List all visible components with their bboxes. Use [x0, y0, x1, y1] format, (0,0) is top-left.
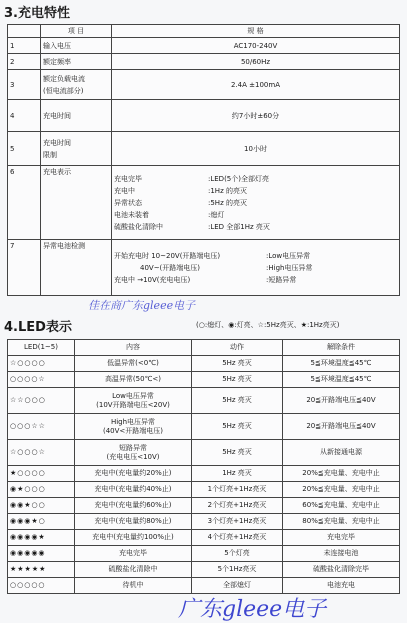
table-row	[8, 100, 400, 132]
section3-title: 3.充电特性	[4, 6, 70, 21]
indicator-key: 充电中	[114, 186, 135, 195]
led-condition: 80%≦充电量、充电中止	[283, 514, 400, 530]
table-row	[8, 166, 400, 240]
col-item: 项 目	[41, 25, 112, 38]
table-row	[8, 530, 400, 546]
led-condition: 5≦环境温度≦45℃	[283, 356, 400, 372]
indicator-value: :LED(5个)全部灯亮	[208, 174, 269, 183]
led-content: 高温异常(50℃<)	[75, 372, 192, 388]
row-item	[41, 70, 112, 100]
led-legend: (○:熄灯、◉:灯亮、☆:5Hz亮灭、★:1Hz亮灭)	[196, 321, 340, 329]
led-condition: 5≦环境温度≦45℃	[283, 372, 400, 388]
row-num: 5	[8, 132, 41, 166]
section4-title: 4.LED表示	[4, 320, 72, 335]
row-spec: AC170-240V	[112, 38, 400, 54]
table-row	[8, 132, 400, 166]
led-condition: 20≦开路端电压≦40V	[283, 388, 400, 414]
table-row	[8, 388, 400, 414]
led-content-line2: (10V开路端电压<20V)	[96, 400, 170, 409]
row-spec	[112, 166, 400, 240]
led-action: 1个灯亮+1Hz亮灭	[192, 482, 283, 498]
row-spec	[112, 240, 400, 296]
led-condition: 电池充电	[283, 578, 400, 594]
led-pattern: ★★★★★	[8, 562, 75, 578]
indicator-key: 电池未装着	[114, 210, 149, 219]
led-pattern: ★○○○○	[8, 466, 75, 482]
led-content: 硫酸盐化清除中	[75, 562, 192, 578]
table-row	[8, 498, 400, 514]
led-action: 全部熄灯	[192, 578, 283, 594]
led-content: 充电中(充电量约20%止)	[75, 466, 192, 482]
col-num	[8, 25, 41, 38]
led-content: 充电中(充电量约100%止)	[75, 530, 192, 546]
row-item-line2: (恒电流部分)	[43, 86, 84, 95]
led-action: 5个1Hz亮灭	[192, 562, 283, 578]
table-row	[8, 562, 400, 578]
led-action: 5Hz 亮灭	[192, 440, 283, 466]
table-row	[8, 414, 400, 440]
indicator-key: 充电完毕	[114, 174, 142, 183]
row-item: 充电表示	[41, 166, 112, 240]
table-row	[8, 356, 400, 372]
detection-value: :High电压异常	[266, 263, 313, 272]
row-spec: 约7小时±60分	[112, 100, 400, 132]
led-content: 充电中(充电量约40%止)	[75, 482, 192, 498]
led-pattern: ◉◉◉◉★	[8, 530, 75, 546]
table-row	[8, 38, 400, 54]
led-action: 1Hz 亮灭	[192, 466, 283, 482]
table-row	[8, 514, 400, 530]
detection-value: :短路异常	[266, 275, 297, 284]
led-condition: 未连接电池	[283, 546, 400, 562]
table-header	[8, 340, 400, 356]
row-item: 额定频率	[41, 54, 112, 70]
led-condition: 20%≦充电量、充电中止	[283, 466, 400, 482]
col-led: LED(1~5)	[8, 340, 75, 356]
led-pattern: ◉◉★○○	[8, 498, 75, 514]
indicator-value: :LED 全部1Hz 亮灭	[208, 222, 270, 231]
led-pattern: ☆○○○○	[8, 356, 75, 372]
row-num: 1	[8, 38, 41, 54]
led-content	[75, 440, 192, 466]
row-num: 7	[8, 240, 41, 296]
led-condition: 从新接通电源	[283, 440, 400, 466]
led-condition: 充电完毕	[283, 530, 400, 546]
row-item-line1: 额定负载电流	[43, 74, 85, 83]
led-pattern: ◉◉◉◉◉	[8, 546, 75, 562]
row-spec: 50/60Hz	[112, 54, 400, 70]
led-action: 4个灯亮+1Hz亮灭	[192, 530, 283, 546]
led-content: 充电中(充电量约60%止)	[75, 498, 192, 514]
led-action: 5个灯亮	[192, 546, 283, 562]
led-content-line1: 短路异常	[119, 443, 147, 452]
table-row	[8, 466, 400, 482]
table-header	[8, 25, 400, 38]
watermark-bottom: 广东gleee电子	[178, 597, 327, 622]
led-pattern: ○○○○☆	[8, 372, 75, 388]
table-row	[8, 440, 400, 466]
led-content-line1: High电压异常	[110, 417, 156, 426]
led-content-line2: (40V<开路端电压)	[102, 426, 164, 435]
led-condition: 硫酸盐化清除完毕	[283, 562, 400, 578]
led-content-line2: (充电电压<10V)	[106, 452, 160, 461]
led-action: 5Hz 亮灭	[192, 414, 283, 440]
led-pattern: ◉★○○○	[8, 482, 75, 498]
table-row	[8, 54, 400, 70]
led-content: 充电完毕	[75, 546, 192, 562]
table-row	[8, 372, 400, 388]
led-content: 低温异常(<0℃)	[75, 356, 192, 372]
charging-spec-table	[7, 24, 400, 296]
led-content: 充电中(充电量约80%止)	[75, 514, 192, 530]
col-content: 内容	[75, 340, 192, 356]
row-item	[41, 132, 112, 166]
row-spec: 2.4A ±100mA	[112, 70, 400, 100]
led-action: 5Hz 亮灭	[192, 388, 283, 414]
led-condition: 20≦开路端电压≦40V	[283, 414, 400, 440]
indicator-value: :5Hz 的亮灭	[208, 198, 247, 207]
led-content: 待机中	[75, 578, 192, 594]
detection-value: :Low电压异常	[266, 251, 311, 260]
led-action: 5Hz 亮灭	[192, 356, 283, 372]
indicator-key: 异常状态	[114, 198, 142, 207]
row-num: 2	[8, 54, 41, 70]
row-item-line2: 限制	[43, 150, 57, 159]
watermark: 佳在商广东gleee电子	[88, 299, 196, 312]
row-num: 3	[8, 70, 41, 100]
led-pattern: ○○○☆☆	[8, 414, 75, 440]
detection-key: 40V~(开路端电压)	[140, 263, 201, 272]
table-row	[8, 70, 400, 100]
led-action: 5Hz 亮灭	[192, 372, 283, 388]
row-item: 输入电压	[41, 38, 112, 54]
row-num: 4	[8, 100, 41, 132]
col-spec: 规 格	[112, 25, 400, 38]
col-action: 动作	[192, 340, 283, 356]
indicator-value: :1Hz 的亮灭	[208, 186, 247, 195]
table-row	[8, 482, 400, 498]
table-row	[8, 240, 400, 296]
led-pattern: ○○○○○	[8, 578, 75, 594]
row-item-line1: 充电时间	[43, 138, 71, 147]
detection-list	[114, 250, 397, 286]
led-action: 2个灯亮+1Hz亮灭	[192, 498, 283, 514]
led-pattern: ◉◉◉★○	[8, 514, 75, 530]
led-condition: 20%≦充电量、充电中止	[283, 482, 400, 498]
detection-key: 开始充电时 10~20V(开路端电压)	[114, 251, 221, 260]
row-item: 充电时间	[41, 100, 112, 132]
led-action: 3个灯亮+1Hz亮灭	[192, 514, 283, 530]
led-table	[7, 339, 400, 594]
row-num: 6	[8, 166, 41, 240]
led-content	[75, 414, 192, 440]
led-pattern: ☆☆○○○	[8, 388, 75, 414]
row-item: 异常电池检测	[41, 240, 112, 296]
indicator-key: 硫酸盐化清除中	[114, 222, 163, 231]
col-cond: 解除条件	[283, 340, 400, 356]
led-pattern: ☆○○○☆	[8, 440, 75, 466]
led-content-line1: Low电压异常	[112, 391, 154, 400]
led-content	[75, 388, 192, 414]
led-condition: 60%≦充电量、充电中止	[283, 498, 400, 514]
indicator-value: :熄灯	[208, 210, 225, 219]
detection-key: 充电中 →10V(充电电压)	[114, 275, 191, 284]
row-spec: 10小时	[112, 132, 400, 166]
indicator-list	[114, 173, 397, 233]
table-row	[8, 546, 400, 562]
